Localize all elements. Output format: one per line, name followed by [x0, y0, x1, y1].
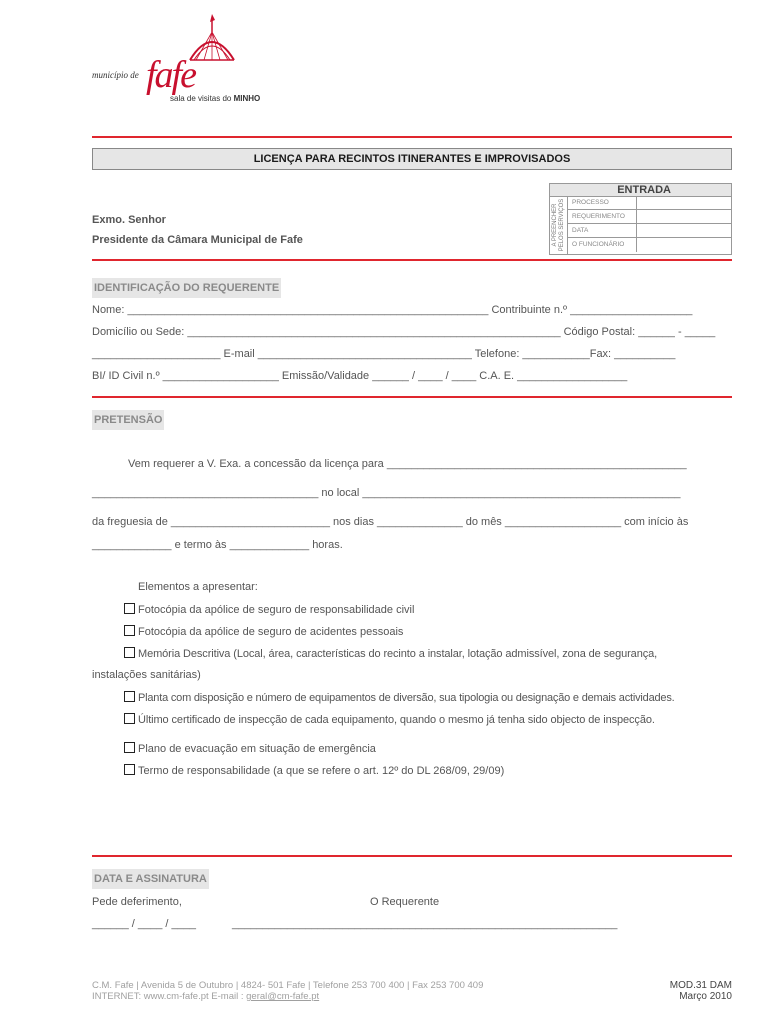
entrada-row-processo[interactable] [568, 196, 731, 210]
footer-address [92, 980, 483, 1002]
checkbox[interactable] [124, 625, 135, 636]
element-item-label: Último certificado de inspecção de cada equipamento, quando o mesmo já tenha sido objecto de inspecção. [138, 714, 655, 726]
element-item-7[interactable] [124, 764, 504, 777]
checkbox[interactable] [124, 647, 135, 658]
pretensao-heading: PRETENSÃO [92, 410, 164, 430]
signature-line[interactable]: _______________________________________________________________ [232, 918, 618, 930]
requerente-label: O Requerente [370, 896, 440, 908]
element-item-label: Fotocópia da apólice de seguro de responsabilidade civil [138, 604, 415, 616]
footer-model [670, 980, 732, 1002]
identification-name-line[interactable]: Nome: ___________________________________________________________ Contribuinte n.º ____________________ [92, 304, 693, 316]
element-item-3[interactable] [124, 647, 657, 660]
identification-heading: IDENTIFICAÇÃO DO REQUERENTE [92, 278, 281, 298]
element-item-3-continuation: instalações sanitárias) [92, 669, 201, 681]
section-divider-signature [92, 855, 732, 857]
footer-mod: MOD.31 DAM [669, 980, 732, 991]
entrada-row-requerimento[interactable] [568, 210, 731, 224]
checkbox[interactable] [124, 764, 135, 775]
checkbox[interactable] [124, 691, 135, 702]
entrada-row-label: O FUNCIONÁRIO [572, 241, 625, 248]
element-item-2[interactable] [124, 625, 403, 638]
element-item-4[interactable] [124, 691, 675, 704]
identification-contact-line[interactable]: _____________________ E-mail ___________________________________ Telefone: ___________Fax: __________ [92, 348, 676, 360]
pretensao-line-1[interactable]: Vem requerer a V. Exa. a concessão da licença para _________________________________________________ [128, 458, 687, 470]
entrada-row-funcionario[interactable] [568, 238, 731, 252]
section-divider-identification [92, 259, 732, 261]
element-item-label: Memória Descritiva (Local, área, características do recinto a instalar, lotação admissível, zona de segurança, [138, 648, 658, 660]
logo-tagline-strong: MINHO [233, 94, 261, 103]
section-divider-pretensao [92, 396, 732, 398]
addressee-line2: Presidente da Câmara Municipal de Fafe [92, 234, 303, 246]
entrada-side-label [550, 196, 568, 254]
pretensao-line-3[interactable]: da freguesia de __________________________ nos dias ______________ do mês ___________________ com início às [92, 516, 689, 528]
signature-heading: DATA E ASSINATURA [92, 869, 209, 889]
entrada-row-label: REQUERIMENTO [572, 213, 625, 220]
entrada-row-data[interactable] [568, 224, 731, 238]
element-item-6[interactable] [124, 742, 376, 755]
element-item-label: Plano de evacuação em situação de emergência [138, 743, 376, 755]
header-divider [92, 136, 732, 138]
element-item-5[interactable] [124, 713, 655, 726]
element-item-label: Planta com disposição e número de equipamentos de diversão, sua tipologia ou designação e demais actividades. [138, 692, 675, 704]
identification-address-line[interactable]: Domicílio ou Sede: _____________________________________________________________ Código Postal: ______ - _____ [92, 326, 716, 338]
logo-name: fafe [146, 54, 195, 96]
element-item-label: Termo de responsabilidade (a que se refere o art. 12º do DL 268/09, 29/09) [138, 765, 505, 777]
pede-deferimento: Pede deferimento, [92, 896, 182, 908]
footer-date: Março 2010 [679, 991, 732, 1002]
footer-email-link[interactable]: geral@cm-fafe.pt [246, 991, 320, 1002]
footer-line1: C.M. Fafe | Avenida 5 de Outubro | 4824- 501 Fafe | Telefone 253 700 400 | Fax 253 700 409 [92, 980, 484, 991]
checkbox[interactable] [124, 603, 135, 614]
identification-id-line[interactable]: BI/ ID Civil n.º ___________________ Emissão/Validade ______ / ____ / ____ C.A. E. __________________ [92, 370, 628, 382]
entrada-box [549, 183, 732, 255]
entrada-row-label: DATA [572, 227, 589, 234]
element-item-label: Fotocópia da apólice de seguro de acidentes pessoais [138, 626, 404, 638]
logo [92, 12, 262, 112]
entrada-side-text: A PREENCHER PELOS SERVIÇOS [551, 198, 565, 252]
elements-label: Elementos a apresentar: [138, 581, 258, 593]
element-item-1[interactable] [124, 603, 414, 616]
entrada-row-label: PROCESSO [572, 199, 609, 206]
pretensao-line-4[interactable]: _____________ e termo às _____________ horas. [92, 539, 343, 551]
logo-tagline-text: sala de visitas do [170, 94, 232, 103]
logo-prefix: município de [92, 70, 139, 80]
logo-tagline [170, 94, 260, 103]
checkbox[interactable] [124, 713, 135, 724]
checkbox[interactable] [124, 742, 135, 753]
pretensao-line-2[interactable]: _____________________________________ no local ____________________________________________________ [92, 487, 681, 499]
addressee-line1: Exmo. Senhor [92, 214, 166, 226]
date-line[interactable]: ______ / ____ / ____ [92, 918, 196, 930]
footer-internet: INTERNET: www.cm-fafe.pt E-mail : [92, 991, 247, 1002]
entrada-header: ENTRADA [550, 184, 731, 197]
form-title: LICENÇA PARA RECINTOS ITINERANTES E IMPROVISADOS [92, 148, 732, 170]
footer-line2 [92, 991, 483, 1002]
